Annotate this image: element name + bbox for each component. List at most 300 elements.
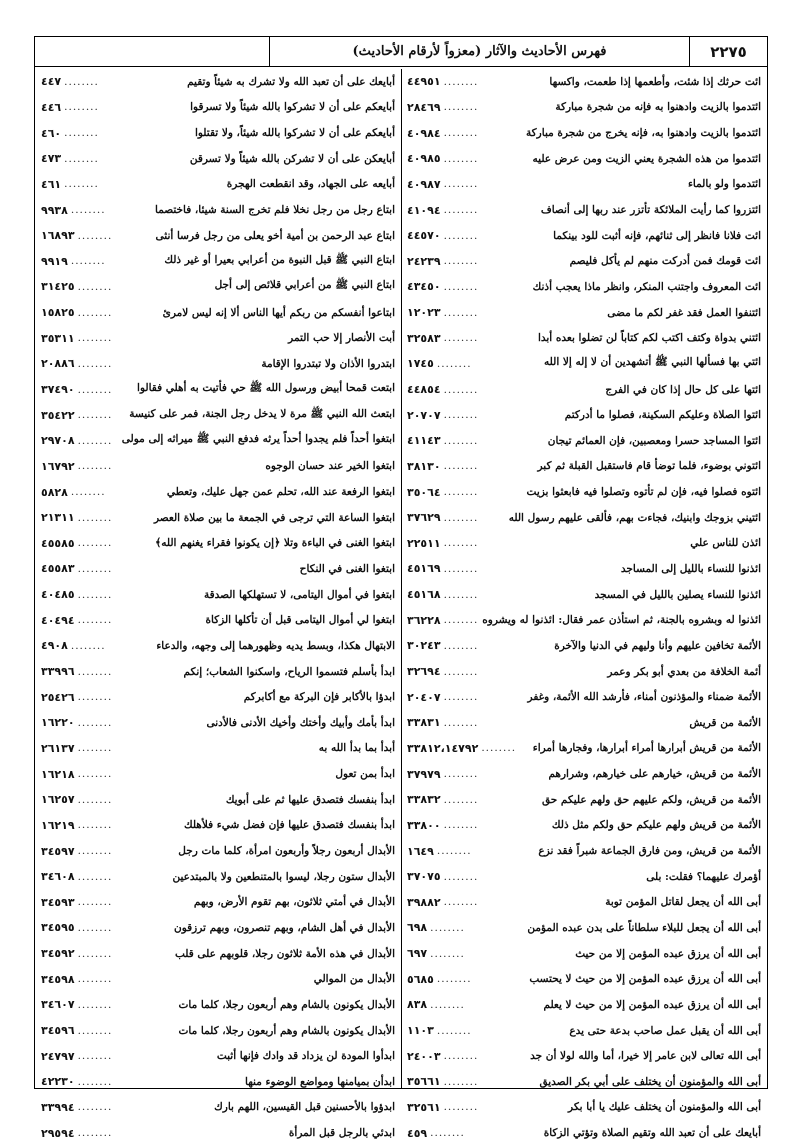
hadith-number: ١١٠٣ bbox=[407, 1024, 434, 1038]
hadith-number: ٤٧٣ bbox=[41, 152, 62, 166]
index-entry bbox=[401, 582, 767, 608]
leader-dots: ........ bbox=[77, 588, 113, 601]
hadith-number: ٢٠٨٨٦ bbox=[41, 357, 75, 371]
leader-dots: ........ bbox=[443, 588, 479, 601]
hadith-text: ائتنفوا العمل فقد غفر لكم ما مضى bbox=[607, 306, 761, 319]
hadith-text: ابتغوا الساعة التي ترجى في الجمعة ما بين صلاة العصر bbox=[154, 511, 395, 524]
hadith-number: ٤٤٦ bbox=[41, 100, 62, 114]
leader-dots: ........ bbox=[443, 819, 479, 832]
index-entry bbox=[35, 813, 401, 839]
leader-dots: ........ bbox=[443, 1075, 479, 1088]
leader-dots: ........ bbox=[77, 1127, 113, 1140]
hadith-text: ابتغوا الرفعة عند الله، تحلم عمن جهل عليك، وتعطي bbox=[166, 486, 395, 499]
hadith-text: ائتوا المساجد حسرا ومعصبين، فإن العمائم تيجان bbox=[547, 434, 761, 447]
leader-dots: ........ bbox=[436, 845, 472, 858]
hadith-text: ابدأن بميامنها ومواضع الوضوء منها bbox=[245, 1075, 395, 1088]
hadith-text: أبى الله والمؤمنون أن يختلف على أبي بكر الصديق bbox=[539, 1075, 761, 1088]
index-entry bbox=[35, 1043, 401, 1069]
hadith-number: ١٦٢٢٠ bbox=[41, 716, 75, 730]
leader-dots: ........ bbox=[77, 1101, 113, 1114]
hadith-text: الأبدال في أهل الشام، وبهم تنصرون، وبهم ترزقون bbox=[174, 921, 395, 934]
hadith-number: ٣٤٦٠٧ bbox=[41, 998, 75, 1012]
leader-dots: ........ bbox=[64, 127, 99, 140]
hadith-text: ابدؤا بالأكابر فإن البركة مع أكابركم bbox=[243, 691, 395, 704]
hadith-text: أبى الله أن يرزق عبده المؤمن إلا من حيث لا يعلم bbox=[543, 998, 761, 1011]
leader-dots: ........ bbox=[70, 639, 106, 652]
leader-dots: ........ bbox=[77, 614, 113, 627]
hadith-text: الأبدال من الموالي bbox=[313, 973, 395, 986]
leader-dots: ........ bbox=[443, 1050, 479, 1063]
hadith-number: ٣٠٢٤٣ bbox=[407, 639, 441, 653]
hadith-text: ابدأ بنفسك فتصدق عليها ثم على أبويك bbox=[225, 793, 395, 806]
hadith-text: أبايعك على أن تعبد الله وتقيم الصلاة وتؤتي الزكاة bbox=[543, 1127, 761, 1140]
hadith-text: ابدأ بمن تعول bbox=[335, 768, 395, 781]
hadith-text: ائتيني بزوجك وابنيك، فجاءت بهم، فألقى عليهم رسول الله bbox=[508, 511, 761, 524]
hadith-text: ائت قومك فمن أدركت منهم لم يأكل فليصم bbox=[569, 255, 761, 268]
hadith-text: أبى الله والمؤمنون أن يختلف عليك يا أبا بكر bbox=[568, 1101, 761, 1114]
hadith-text: الابتهال هكذا، وبسط يديه وظهورهما إلى وجهه، والدعاء bbox=[156, 639, 395, 652]
index-entry bbox=[401, 1018, 767, 1044]
leader-dots: ........ bbox=[443, 229, 479, 242]
hadith-text: ابدأوا المودة لن يزداد قد وادك فإنها أثبت bbox=[216, 1050, 395, 1063]
hadith-number: ٣٧٦٢٩ bbox=[407, 511, 441, 525]
index-entry bbox=[401, 531, 767, 557]
index-entry bbox=[35, 505, 401, 531]
leader-dots: ........ bbox=[443, 1101, 479, 1114]
leader-dots: ........ bbox=[443, 306, 479, 319]
index-entry bbox=[35, 95, 401, 121]
leader-dots: ........ bbox=[77, 921, 113, 934]
leader-dots: ........ bbox=[443, 101, 479, 114]
index-entry bbox=[401, 813, 767, 839]
hadith-text: الأبدال في أمتي ثلاثون، بهم تقوم الأرض، وبهم bbox=[193, 896, 395, 909]
leader-dots: ........ bbox=[443, 383, 479, 396]
leader-dots: ........ bbox=[77, 511, 113, 524]
leader-dots: ........ bbox=[77, 870, 113, 883]
hadith-text: ابتدروا الأذان ولا تبتدروا الإقامة bbox=[261, 357, 395, 370]
hadith-text: ائذنوا له وبشروه بالجنة، ثم استأذن عمر فقال: ائذنوا له ويشروه bbox=[482, 614, 761, 627]
hadith-number: ٤٢٢٣٠ bbox=[41, 1075, 75, 1089]
hadith-text: الأئمة من قريش، ولكم عليهم حق ولهم عليكم حق bbox=[542, 793, 761, 806]
leader-dots: ........ bbox=[70, 204, 106, 217]
leader-dots: ........ bbox=[77, 1024, 113, 1037]
hadith-text: ائتوه فصلوا فيه، فإن لم تأتوه وتصلوا فيه فابعثوا بزيت bbox=[526, 486, 761, 499]
hadith-text: ابتاعوا أنفسكم من ربكم أيها الناس ألا إنه ليس لامرئ bbox=[162, 306, 395, 319]
hadith-number: ٣٤٥٩٢ bbox=[41, 947, 75, 961]
hadith-number: ٦٩٨ bbox=[407, 921, 428, 935]
hadith-number: ٣٣٩٩٦ bbox=[41, 665, 75, 679]
left-column bbox=[35, 69, 401, 1140]
hadith-text: ائتوا الصلاة وعليكم السكينة، فصلوا ما أدركتم bbox=[564, 409, 761, 422]
hadith-text: ابتغوا الغنى في الباءة وتلا ﴿إن يكونوا فقراء يغنهم الله﴾ bbox=[155, 537, 395, 550]
index-entry bbox=[401, 351, 767, 377]
hadith-number: ٤٩٠٨ bbox=[41, 639, 68, 653]
index-entry bbox=[35, 120, 401, 146]
index-entry bbox=[35, 838, 401, 864]
leader-dots: ........ bbox=[77, 998, 113, 1011]
hadith-number: ٣٣٨٣١ bbox=[407, 716, 441, 730]
hadith-number: ٣٤٥٩٧ bbox=[41, 844, 75, 858]
leader-dots: ........ bbox=[77, 229, 113, 242]
hadith-text: أئمة الخلافة من بعدي أبو بكر وعمر bbox=[607, 665, 761, 678]
leader-dots: ........ bbox=[77, 409, 113, 422]
index-entry bbox=[401, 633, 767, 659]
hadith-number: ٤٥١٦٩ bbox=[407, 562, 441, 576]
index-entry bbox=[35, 428, 401, 454]
hadith-number: ٤٦١ bbox=[41, 177, 62, 191]
hadith-text: ائتي بها فسألها النبي ﷺ أتشهدين أن لا إله إلا الله bbox=[544, 356, 761, 369]
leader-dots: ........ bbox=[77, 460, 113, 473]
hadith-text: أبايعكم على أن لا تشركوا بالله شيئاً، ولا تقتلوا bbox=[194, 127, 395, 140]
hadith-text: ائتزروا كما رأيت الملائكة تأتزر عند ربها إلى أنصاف bbox=[540, 204, 761, 217]
index-entry bbox=[35, 1018, 401, 1044]
hadith-number: ٣٣٨٠٠ bbox=[407, 818, 441, 832]
hadith-number: ٣٧٤٩٠ bbox=[41, 383, 75, 396]
index-entry bbox=[401, 197, 767, 223]
hadith-number: ٤٤٥٧٠ bbox=[407, 229, 441, 243]
index-entry bbox=[401, 146, 767, 172]
hadith-number: ١٢٠٢٣ bbox=[407, 306, 441, 320]
index-entry bbox=[401, 428, 767, 454]
hadith-text: الأبدال ستون رجلا، ليسوا بالمتنطعين ولا بالمبتدعين bbox=[172, 870, 395, 883]
leader-dots: ........ bbox=[443, 537, 479, 550]
hadith-text: أبى الله أن يرزق عبده المؤمن إلا من حيث bbox=[575, 947, 761, 960]
index-entry bbox=[35, 890, 401, 916]
page-number: ٢٢٧٥ bbox=[689, 37, 767, 66]
index-entry bbox=[401, 1095, 767, 1121]
hadith-text: أبايعه على الجهاد، وقد انقطعت الهجرة bbox=[226, 178, 395, 191]
index-entry bbox=[401, 992, 767, 1018]
hadith-text: ائذن للناس علي bbox=[690, 537, 761, 550]
leader-dots: ........ bbox=[443, 409, 479, 422]
hadith-text: ابدأ بأسلم فتسموا الرياح، واسكنوا الشعاب؛ إنكم bbox=[183, 665, 395, 678]
leader-dots: ........ bbox=[443, 178, 479, 191]
index-entry bbox=[401, 274, 767, 300]
hadith-number: ٢١٣١١ bbox=[41, 511, 75, 525]
index-entry bbox=[401, 684, 767, 710]
leader-dots: ........ bbox=[77, 1050, 113, 1063]
hadith-text: أبى الله أن يرزق عبده المؤمن إلا من حيث لا يحتسب bbox=[529, 973, 761, 986]
hadith-number: ٢٤٢٣٩ bbox=[407, 254, 441, 268]
leader-dots: ........ bbox=[481, 742, 517, 755]
hadith-text: أبايعكم على أن لا تشركوا بالله شيئاً ولا تسرقوا bbox=[190, 101, 395, 114]
index-entry bbox=[35, 864, 401, 890]
hadith-text: الأئمة ضمناء والمؤذنون أمناء، فأرشد الله الأئمة، وغفر bbox=[527, 691, 761, 704]
index-entry bbox=[35, 172, 401, 198]
hadith-text: ائتها على كل حال إذا كان في الفرج bbox=[605, 383, 761, 396]
hadith-text: أبدأ بما بدأ الله به bbox=[318, 742, 395, 755]
index-entry bbox=[35, 761, 401, 787]
leader-dots: ........ bbox=[443, 280, 479, 293]
leader-dots: ........ bbox=[77, 947, 113, 960]
hadith-number: ٢٨٤٦٩ bbox=[407, 100, 441, 114]
leader-dots: ........ bbox=[64, 178, 99, 191]
hadith-number: ٤٠٤٨٥ bbox=[41, 588, 75, 602]
index-entry bbox=[35, 684, 401, 710]
index-entry bbox=[401, 454, 767, 480]
hadith-number: ٣٣٨٣٢ bbox=[407, 793, 441, 807]
index-entry bbox=[401, 95, 767, 121]
hadith-number: ٣٧٠٧٥ bbox=[407, 870, 441, 884]
hadith-number: ١٦٢١٨ bbox=[41, 767, 75, 781]
index-entry bbox=[401, 864, 767, 890]
index-entry bbox=[401, 1120, 767, 1146]
index-entry bbox=[401, 838, 767, 864]
index-entry bbox=[35, 402, 401, 428]
hadith-text: ابتغوا في أموال اليتامى، لا تستهلكها الصدقة bbox=[203, 588, 395, 601]
hadith-number: ٩٩٣٨ bbox=[41, 203, 68, 217]
leader-dots: ........ bbox=[64, 152, 99, 165]
leader-dots: ........ bbox=[443, 639, 479, 652]
hadith-number: ٣٤٦٠٨ bbox=[41, 870, 75, 884]
index-entry bbox=[35, 607, 401, 633]
hadith-number: ٣٣٨١٢،١٤٧٩٢ bbox=[407, 741, 479, 755]
hadith-number: ١٧٤٥ bbox=[407, 357, 434, 371]
index-entry bbox=[401, 1069, 767, 1095]
index-entry bbox=[401, 659, 767, 685]
hadith-text: ائتدموا ولو بالماء bbox=[687, 178, 761, 191]
hadith-number: ٢٥٤٢٦ bbox=[41, 690, 75, 704]
leader-dots: ........ bbox=[70, 486, 106, 499]
leader-dots: ........ bbox=[443, 614, 479, 627]
leader-dots: ........ bbox=[77, 896, 113, 909]
leader-dots: ........ bbox=[443, 204, 479, 217]
hadith-number: ٣٤٥٩٣ bbox=[41, 895, 75, 909]
leader-dots: ........ bbox=[77, 383, 113, 396]
hadith-number: ٣١٤٢٥ bbox=[41, 280, 75, 294]
hadith-text: الأئمة من قريش bbox=[689, 716, 761, 729]
leader-dots: ........ bbox=[77, 434, 113, 447]
hadith-number: ٢٩٥٩٤ bbox=[41, 1126, 75, 1140]
index-entry bbox=[401, 402, 767, 428]
leader-dots: ........ bbox=[430, 947, 465, 960]
index-entry bbox=[401, 890, 767, 916]
index-entry bbox=[401, 377, 767, 403]
leader-dots: ........ bbox=[430, 998, 465, 1011]
hadith-number: ٣٢٦٩٤ bbox=[407, 665, 441, 679]
leader-dots: ........ bbox=[443, 486, 479, 499]
hadith-text: ائت فلانا فانظر إلى ثنائهم، فإنه أثبت للود بينكما bbox=[553, 229, 761, 242]
hadith-number: ٢٠٧٠٧ bbox=[407, 408, 441, 422]
index-entry bbox=[401, 710, 767, 736]
hadith-number: ٤١٠٩٤ bbox=[407, 203, 441, 217]
right-column bbox=[401, 69, 767, 1140]
leader-dots: ........ bbox=[443, 152, 479, 165]
leader-dots: ........ bbox=[443, 75, 479, 88]
hadith-number: ٣٥٤٢٢ bbox=[41, 408, 75, 422]
index-entry bbox=[35, 659, 401, 685]
hadith-number: ٤٦٠ bbox=[41, 126, 62, 140]
leader-dots: ........ bbox=[70, 255, 106, 268]
hadith-text: ابتاع النبي ﷺ من أعرابي قلائص إلى أجل bbox=[214, 279, 395, 292]
leader-dots: ........ bbox=[77, 537, 113, 550]
index-entry bbox=[35, 479, 401, 505]
leader-dots: ........ bbox=[77, 332, 113, 345]
index-entry bbox=[35, 377, 401, 403]
hadith-text: الأبدال يكونون بالشام وهم أربعون رجلا، كلما مات bbox=[178, 998, 395, 1011]
leader-dots: ........ bbox=[443, 332, 479, 345]
hadith-number: ٥٨٢٨ bbox=[41, 485, 68, 499]
hadith-text: ابتعث الله النبي ﷺ مرة لا يدخل رجل الجنة، فمر على كنيسة bbox=[129, 407, 395, 420]
hadith-text: ابدأ بنفسك فتصدق عليها فإن فضل شيء فلأهلك bbox=[183, 819, 395, 832]
index-entry bbox=[401, 69, 767, 95]
hadith-text: ائتدموا من هذه الشجرة يعني الزيت ومن عرض عليه bbox=[532, 152, 761, 165]
index-entry bbox=[401, 736, 767, 762]
hadith-text: أؤمرك عليهما؟ فقلت: بلى bbox=[646, 870, 761, 883]
leader-dots: ........ bbox=[77, 845, 113, 858]
leader-dots: ........ bbox=[77, 819, 113, 832]
hadith-number: ١٦٢١٩ bbox=[41, 818, 75, 832]
leader-dots: ........ bbox=[64, 101, 99, 114]
index-entry bbox=[35, 915, 401, 941]
hadith-number: ٩٩١٩ bbox=[41, 254, 68, 268]
leader-dots: ........ bbox=[77, 793, 113, 806]
hadith-number: ٢٤٧٩٧ bbox=[41, 1049, 75, 1063]
index-entry bbox=[35, 1069, 401, 1095]
leader-dots: ........ bbox=[443, 870, 479, 883]
hadith-number: ٥٦٨٥ bbox=[407, 972, 434, 986]
leader-dots: ........ bbox=[443, 562, 479, 575]
hadith-text: أبت الأنصار إلا حب التمر bbox=[288, 332, 395, 345]
index-entry bbox=[401, 787, 767, 813]
hadith-number: ٢٤٠٠٣ bbox=[407, 1049, 441, 1063]
index-entry bbox=[35, 146, 401, 172]
index-entry bbox=[35, 966, 401, 992]
hadith-text: ابتاع رجل من رجل نخلا فلم تخرج السنة شيئا، فاختصما bbox=[155, 204, 395, 217]
hadith-text: ائتوني بوضوء، فلما توضأ قام فاستقبل القبلة ثم كبر bbox=[537, 460, 761, 473]
hadith-number: ٤٥٥٨٥ bbox=[41, 536, 75, 550]
hadith-text: الأبدال في هذه الأمة ثلاثون رجلا، قلوبهم على قلب bbox=[174, 947, 395, 960]
index-entry bbox=[401, 556, 767, 582]
hadith-number: ٤٣٤٥٠ bbox=[407, 280, 441, 294]
hadith-number: ٤٥٥٨٣ bbox=[41, 562, 75, 576]
leader-dots: ........ bbox=[77, 306, 113, 319]
hadith-number: ٣٥٠٦٤ bbox=[407, 485, 441, 499]
index-entry bbox=[401, 915, 767, 941]
leader-dots: ........ bbox=[430, 1127, 465, 1140]
hadith-text: ائتني بدواة وكتف اكتب لكم كتاباً لن تضلوا بعده أبدا bbox=[537, 332, 761, 345]
index-entry bbox=[401, 607, 767, 633]
index-entry bbox=[35, 531, 401, 557]
leader-dots: ........ bbox=[443, 896, 479, 909]
hadith-text: أبى الله أن يقبل عمل صاحب بدعة حتى يدع bbox=[569, 1024, 761, 1037]
hadith-text: ابتاع النبي ﷺ قبل النبوة من أعرابي بعيرا أو غير ذلك bbox=[164, 253, 395, 266]
leader-dots: ........ bbox=[443, 768, 479, 781]
index-entry bbox=[35, 300, 401, 326]
leader-dots: ........ bbox=[443, 665, 479, 678]
hadith-text: أبايعكن على أن لا تشركن بالله شيئاً ولا تسرقن bbox=[189, 152, 395, 165]
leader-dots: ........ bbox=[443, 255, 479, 268]
hadith-text: الأبدال أربعون رجلاً وأربعون امرأة، كلما مات رجل bbox=[178, 845, 395, 858]
hadith-text: ائذنوا للنساء بالليل إلى المساجد bbox=[620, 562, 761, 575]
hadith-text: الأئمة من قريش ولهم عليكم حق ولكم مثل ذلك bbox=[551, 819, 761, 832]
hadith-number: ٦٩٧ bbox=[407, 947, 428, 961]
hadith-number: ٣٩٨٨٢ bbox=[407, 895, 441, 909]
hadith-text: أبى الله أن يجعل لقاتل المؤمن توبة bbox=[605, 896, 761, 909]
index-entry bbox=[35, 1095, 401, 1121]
hadith-text: ائذنوا للنساء يصلين بالليل في المسجد bbox=[594, 588, 761, 601]
leader-dots: ........ bbox=[77, 357, 113, 370]
leader-dots: ........ bbox=[436, 357, 472, 370]
hadith-text: ائتدموا بالزيت وادهنوا به، فإنه يخرج من شجرة مباركة bbox=[526, 127, 761, 140]
leader-dots: ........ bbox=[77, 716, 113, 729]
leader-dots: ........ bbox=[436, 1024, 472, 1037]
hadith-number: ٤٤٨٥٤ bbox=[407, 383, 441, 396]
hadith-number: ٣٧٩٧٩ bbox=[407, 767, 441, 781]
hadith-text: الأئمة من قريش أبرارها أمراء أبرارها، وفجارها أمراء bbox=[532, 742, 761, 755]
leader-dots: ........ bbox=[77, 973, 113, 986]
leader-dots: ........ bbox=[77, 562, 113, 575]
leader-dots: ........ bbox=[77, 665, 113, 678]
leader-dots: ........ bbox=[436, 973, 472, 986]
hadith-text: أبايعك على أن تعبد الله ولا تشرك به شيئاً وتقيم bbox=[187, 75, 395, 88]
index-entry bbox=[35, 69, 401, 95]
hadith-text: ابتغوا الغنى في النكاح bbox=[299, 562, 395, 575]
hadith-number: ٤٥١٦٨ bbox=[407, 588, 441, 602]
index-entry bbox=[35, 556, 401, 582]
index-entry bbox=[401, 505, 767, 531]
hadith-number: ٢٠٤٠٧ bbox=[407, 690, 441, 704]
hadith-number: ٣٤٥٩٥ bbox=[41, 921, 75, 935]
leader-dots: ........ bbox=[430, 921, 465, 934]
hadith-number: ٣٢٥٨٣ bbox=[407, 331, 441, 345]
page-frame bbox=[34, 36, 768, 1140]
hadith-number: ٤٠٤٩٤ bbox=[41, 613, 75, 627]
hadith-number: ١٥٨٢٥ bbox=[41, 306, 75, 320]
hadith-text: ابتغوا لي أموال اليتامى قبل أن تأكلها الزكاة bbox=[205, 614, 395, 627]
hadith-number: ٤٤٧ bbox=[41, 75, 62, 89]
index-entry bbox=[35, 325, 401, 351]
hadith-text: الأئمة تخافين عليهم وأنا وليهم في الدنيا والآخرة bbox=[554, 639, 761, 652]
index-entry bbox=[401, 120, 767, 146]
leader-dots: ........ bbox=[77, 768, 113, 781]
index-entry bbox=[35, 633, 401, 659]
leader-dots: ........ bbox=[64, 75, 99, 88]
index-entry bbox=[35, 351, 401, 377]
hadith-number: ٢٢٥١١ bbox=[407, 536, 441, 550]
index-entry bbox=[401, 761, 767, 787]
index-entry bbox=[35, 274, 401, 300]
hadith-number: ١٦٧٩٢ bbox=[41, 459, 75, 473]
hadith-text: ابدؤوا بالأحسنين قبل القيسين، اللهم بارك bbox=[214, 1101, 395, 1114]
index-entry bbox=[401, 223, 767, 249]
leader-dots: ........ bbox=[77, 691, 113, 704]
index-entry bbox=[35, 1120, 401, 1146]
hadith-text: ائتدموا بالزيت وادهنوا به فإنه من شجرة مباركة bbox=[555, 101, 761, 114]
hadith-number: ٣٥٣١١ bbox=[41, 331, 75, 345]
leader-dots: ........ bbox=[443, 511, 479, 524]
index-entry bbox=[35, 197, 401, 223]
index-entry bbox=[35, 223, 401, 249]
index-entry bbox=[35, 710, 401, 736]
hadith-number: ٣٥٦٦١ bbox=[407, 1075, 441, 1089]
index-entry bbox=[401, 300, 767, 326]
hadith-text: الأئمة من قريش، ومن فارق الجماعة شبراً فقد نزع bbox=[538, 845, 761, 858]
page-title: فهرس الأحاديث والآثار (معزواً لأرقام الأحاديث) bbox=[269, 37, 689, 66]
hadith-number: ٣٨١٣٠ bbox=[407, 459, 441, 473]
hadith-number: ٤٠٩٨٤ bbox=[407, 126, 441, 140]
leader-dots: ........ bbox=[443, 434, 479, 447]
hadith-number: ٣٤٥٩٨ bbox=[41, 972, 75, 986]
hadith-number: ٢٦١٣٧ bbox=[41, 741, 75, 755]
hadith-text: ائت حرثك إذا شئت، وأطعمها إذا طعمت، واكسها bbox=[549, 75, 761, 88]
hadith-number: ٨٣٨ bbox=[407, 998, 428, 1012]
leader-dots: ........ bbox=[77, 280, 113, 293]
index-entry bbox=[401, 941, 767, 967]
header-empty-cell bbox=[35, 37, 271, 66]
hadith-text: أبى الله تعالى لابن عامر إلا خيرا، أما والله لولا أن جد bbox=[530, 1050, 761, 1063]
index-entry bbox=[35, 582, 401, 608]
